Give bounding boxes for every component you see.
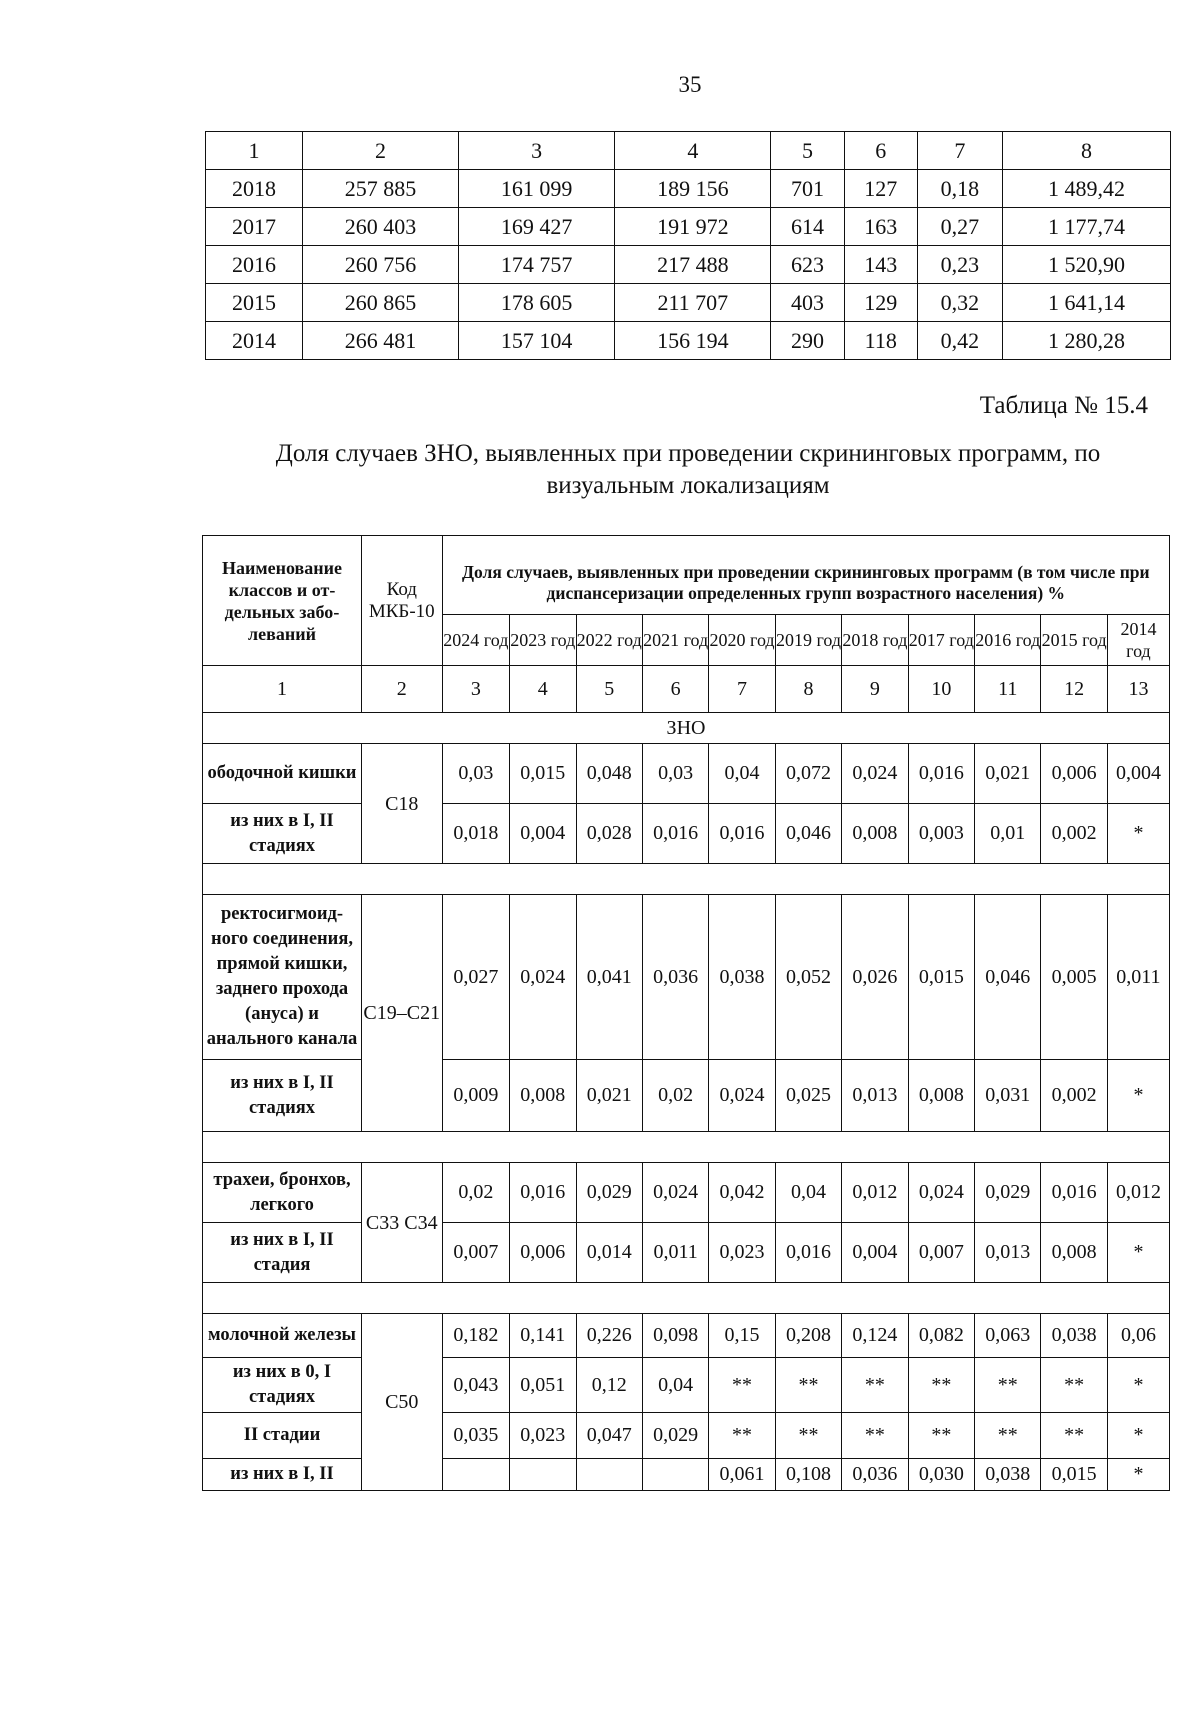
value-cell: ** (842, 1358, 908, 1413)
column-number: 8 (1002, 132, 1170, 170)
value-cell: 0,046 (975, 895, 1041, 1060)
value-cell: ** (908, 1413, 974, 1459)
column-number: 13 (1107, 666, 1169, 713)
year-header: 2017 год (908, 615, 974, 666)
table-cell: 257 885 (302, 170, 458, 208)
year-header: 2018 год (842, 615, 908, 666)
column-number: 9 (842, 666, 908, 713)
table-row (203, 1223, 1170, 1283)
table-row (206, 170, 1171, 208)
value-cell: 0,024 (510, 895, 576, 1060)
row-label: молочной железы (203, 1314, 362, 1358)
icd-code: C19–C21 (361, 895, 442, 1132)
row-label: из них в I, II стадиях (203, 1060, 362, 1132)
table-cell: 403 (771, 284, 844, 322)
value-cell: 0,038 (709, 895, 775, 1060)
table-row (203, 1163, 1170, 1223)
table-cell: 260 403 (302, 208, 458, 246)
value-cell: 0,015 (908, 895, 974, 1060)
row-label: ректосигмоидного соединения, прямой кишки, заднего прохода (ануса) и анального канала (203, 895, 362, 1060)
table-cell: 129 (844, 284, 917, 322)
table-cell: 260 756 (302, 246, 458, 284)
table-cell: 2017 (206, 208, 303, 246)
value-cell: ** (975, 1413, 1041, 1459)
table-row (203, 1358, 1170, 1413)
table-row (206, 208, 1171, 246)
spacer-row (203, 1132, 1170, 1163)
table-cell: 157 104 (459, 322, 615, 360)
value-cell: ** (975, 1358, 1041, 1413)
value-cell: * (1107, 1459, 1169, 1491)
value-cell: 0,002 (1041, 1060, 1107, 1132)
table-cell: 0,27 (917, 208, 1002, 246)
row-label: II стадии (203, 1413, 362, 1459)
table-title (205, 438, 1171, 502)
value-cell: 0,015 (1041, 1459, 1107, 1491)
value-cell: 0,004 (1107, 744, 1169, 804)
table-cell: 623 (771, 246, 844, 284)
row-label: ободочной кишки (203, 744, 362, 804)
table-cell: 2018 (206, 170, 303, 208)
column-number: 10 (908, 666, 974, 713)
value-cell: 0,016 (908, 744, 974, 804)
value-cell: 0,004 (510, 804, 576, 864)
table-row (203, 1314, 1170, 1358)
year-header: 2022 год (576, 615, 642, 666)
value-cell (442, 1459, 510, 1491)
value-cell (642, 1459, 708, 1491)
header-name: Наименование классов и отдельных заболеваний (203, 536, 362, 666)
value-cell: 0,036 (842, 1459, 908, 1491)
value-cell: 0,04 (709, 744, 775, 804)
year-header: 2015 год (1041, 615, 1107, 666)
year-header: 2014 год (1107, 615, 1169, 666)
value-cell: 0,024 (642, 1163, 708, 1223)
table-row (203, 1413, 1170, 1459)
value-cell: 0,108 (775, 1459, 841, 1491)
value-cell: 0,006 (510, 1223, 576, 1283)
value-cell: 0,042 (709, 1163, 775, 1223)
table-row (206, 246, 1171, 284)
value-cell: 0,005 (1041, 895, 1107, 1060)
column-number: 11 (975, 666, 1041, 713)
column-number: 12 (1041, 666, 1107, 713)
value-cell: 0,024 (908, 1163, 974, 1223)
value-cell: 0,007 (442, 1223, 510, 1283)
value-cell: 0,016 (709, 804, 775, 864)
row-label: из них в 0, I стадиях (203, 1358, 362, 1413)
value-cell: 0,016 (775, 1223, 841, 1283)
value-cell: 0,009 (442, 1060, 510, 1132)
row-label: трахеи, бронхов, легкого (203, 1163, 362, 1223)
value-cell: 0,06 (1107, 1314, 1169, 1358)
table-cell: 217 488 (615, 246, 771, 284)
value-cell: ** (1041, 1358, 1107, 1413)
value-cell: 0,051 (510, 1358, 576, 1413)
value-cell: 0,038 (975, 1459, 1041, 1491)
value-cell: 0,035 (442, 1413, 510, 1459)
spacer-row (203, 864, 1170, 895)
value-cell: ** (709, 1358, 775, 1413)
column-number: 1 (203, 666, 362, 713)
value-cell: 0,043 (442, 1358, 510, 1413)
value-cell: 0,048 (576, 744, 642, 804)
year-header: 2023 год (510, 615, 576, 666)
table-row (203, 895, 1170, 1060)
value-cell (510, 1459, 576, 1491)
value-cell: 0,024 (842, 744, 908, 804)
year-header: 2020 год (709, 615, 775, 666)
year-header: 2024 год (442, 615, 510, 666)
table-cell: 174 757 (459, 246, 615, 284)
table-cell: 118 (844, 322, 917, 360)
table-cell: 614 (771, 208, 844, 246)
value-cell: ** (1041, 1413, 1107, 1459)
value-cell: 0,082 (908, 1314, 974, 1358)
column-number: 8 (775, 666, 841, 713)
table-caption: Таблица № 15.4 (979, 392, 1148, 419)
value-cell: 0,011 (1107, 895, 1169, 1060)
table-row (206, 322, 1171, 360)
table-row (206, 284, 1171, 322)
table-row (203, 1060, 1170, 1132)
table-title-line-2: визуальным локализациям (546, 472, 830, 499)
value-cell: 0,018 (442, 804, 510, 864)
value-cell: 0,04 (775, 1163, 841, 1223)
icd-code: C18 (361, 744, 442, 864)
column-number: 7 (709, 666, 775, 713)
value-cell: 0,016 (1041, 1163, 1107, 1223)
table-cell: 211 707 (615, 284, 771, 322)
table-cell: 260 865 (302, 284, 458, 322)
table-cell: 156 194 (615, 322, 771, 360)
value-cell: ** (709, 1413, 775, 1459)
value-cell: 0,01 (975, 804, 1041, 864)
value-cell: 0,029 (642, 1413, 708, 1459)
column-number: 1 (206, 132, 303, 170)
table-row (203, 804, 1170, 864)
year-header: 2021 год (642, 615, 708, 666)
value-cell: 0,013 (842, 1060, 908, 1132)
table-row (203, 1459, 1170, 1491)
value-cell: 0,021 (576, 1060, 642, 1132)
header-group: Доля случаев, выявленных при проведении скрининговых программ (в том числе при диспансеризации определенных групп возрастного населения) % (442, 536, 1169, 615)
value-cell: 0,012 (842, 1163, 908, 1223)
value-cell: * (1107, 1223, 1169, 1283)
column-number: 2 (361, 666, 442, 713)
value-cell: ** (908, 1358, 974, 1413)
table-cell: 2015 (206, 284, 303, 322)
icd-code: C50 (361, 1314, 442, 1491)
value-cell: * (1107, 1413, 1169, 1459)
page-number: 35 (678, 72, 702, 97)
value-cell: 0,027 (442, 895, 510, 1060)
value-cell: 0,208 (775, 1314, 841, 1358)
value-cell: 0,061 (709, 1459, 775, 1491)
value-cell: 0,15 (709, 1314, 775, 1358)
value-cell: 0,063 (975, 1314, 1041, 1358)
value-cell: 0,002 (1041, 804, 1107, 864)
table-cell: 0,32 (917, 284, 1002, 322)
table-cell: 1 489,42 (1002, 170, 1170, 208)
value-cell: 0,072 (775, 744, 841, 804)
value-cell: 0,003 (908, 804, 974, 864)
table-cell: 1 177,74 (1002, 208, 1170, 246)
table-cell: 0,23 (917, 246, 1002, 284)
table-cell: 163 (844, 208, 917, 246)
table-cell: 127 (844, 170, 917, 208)
value-cell: 0,03 (442, 744, 510, 804)
table-cell: 701 (771, 170, 844, 208)
value-cell: 0,008 (842, 804, 908, 864)
table-cell: 161 099 (459, 170, 615, 208)
value-cell: 0,014 (576, 1223, 642, 1283)
table-cell: 1 641,14 (1002, 284, 1170, 322)
value-cell: 0,12 (576, 1358, 642, 1413)
value-cell: * (1107, 1060, 1169, 1132)
value-cell: 0,013 (975, 1223, 1041, 1283)
value-cell: 0,026 (842, 895, 908, 1060)
value-cell: 0,182 (442, 1314, 510, 1358)
value-cell: 0,03 (642, 744, 708, 804)
value-cell: 0,124 (842, 1314, 908, 1358)
column-number: 7 (917, 132, 1002, 170)
value-cell: * (1107, 1358, 1169, 1413)
spacer-row (203, 1283, 1170, 1314)
column-number: 5 (576, 666, 642, 713)
row-label: из них в I, II (203, 1459, 362, 1491)
table-cell: 1 520,90 (1002, 246, 1170, 284)
value-cell: 0,029 (576, 1163, 642, 1223)
continuation-table (205, 131, 1171, 360)
value-cell: 0,011 (642, 1223, 708, 1283)
table-cell: 178 605 (459, 284, 615, 322)
value-cell: 0,046 (775, 804, 841, 864)
value-cell: 0,008 (510, 1060, 576, 1132)
value-cell: 0,030 (908, 1459, 974, 1491)
value-cell: 0,015 (510, 744, 576, 804)
value-cell: 0,023 (510, 1413, 576, 1459)
value-cell: 0,036 (642, 895, 708, 1060)
value-cell: 0,029 (975, 1163, 1041, 1223)
column-number: 4 (615, 132, 771, 170)
value-cell: 0,023 (709, 1223, 775, 1283)
value-cell: 0,025 (775, 1060, 841, 1132)
table-cell: 143 (844, 246, 917, 284)
column-number: 4 (510, 666, 576, 713)
value-cell: 0,141 (510, 1314, 576, 1358)
table-header-row (206, 132, 1171, 170)
value-cell: ** (842, 1413, 908, 1459)
table-cell: 290 (771, 322, 844, 360)
value-cell: 0,02 (442, 1163, 510, 1223)
value-cell: 0,008 (1041, 1223, 1107, 1283)
table-cell: 1 280,28 (1002, 322, 1170, 360)
table-cell: 2014 (206, 322, 303, 360)
value-cell: 0,041 (576, 895, 642, 1060)
value-cell: 0,024 (709, 1060, 775, 1132)
value-cell: 0,008 (908, 1060, 974, 1132)
value-cell: 0,004 (842, 1223, 908, 1283)
icd-code: C33 C34 (361, 1163, 442, 1283)
value-cell: 0,028 (576, 804, 642, 864)
value-cell: 0,04 (642, 1358, 708, 1413)
column-number: 3 (459, 132, 615, 170)
value-cell: ** (775, 1358, 841, 1413)
year-header: 2016 год (975, 615, 1041, 666)
value-cell: 0,016 (510, 1163, 576, 1223)
table-row (203, 744, 1170, 804)
table-cell: 2016 (206, 246, 303, 284)
value-cell: * (1107, 804, 1169, 864)
value-cell: 0,006 (1041, 744, 1107, 804)
table-cell: 0,18 (917, 170, 1002, 208)
value-cell: 0,047 (576, 1413, 642, 1459)
table-cell: 191 972 (615, 208, 771, 246)
value-cell: 0,021 (975, 744, 1041, 804)
row-label: из них в I, II стадиях (203, 804, 362, 864)
column-number: 3 (442, 666, 510, 713)
value-cell: 0,098 (642, 1314, 708, 1358)
row-label: из них в I, II стадия (203, 1223, 362, 1283)
value-cell: 0,226 (576, 1314, 642, 1358)
value-cell: 0,016 (642, 804, 708, 864)
table-title-line-1: Доля случаев ЗНО, выявленных при проведении скрининговых программ, по (275, 440, 1101, 467)
column-number: 2 (302, 132, 458, 170)
column-number: 6 (642, 666, 708, 713)
value-cell: 0,031 (975, 1060, 1041, 1132)
value-cell: 0,052 (775, 895, 841, 1060)
screening-table (202, 535, 1170, 1491)
value-cell: 0,012 (1107, 1163, 1169, 1223)
table-cell: 169 427 (459, 208, 615, 246)
header-code: Код МКБ-10 (361, 536, 442, 666)
table-cell: 189 156 (615, 170, 771, 208)
year-header: 2019 год (775, 615, 841, 666)
value-cell: ** (775, 1413, 841, 1459)
value-cell: 0,007 (908, 1223, 974, 1283)
value-cell: 0,02 (642, 1060, 708, 1132)
value-cell (576, 1459, 642, 1491)
section-title: ЗНО (203, 713, 1170, 744)
column-number: 6 (844, 132, 917, 170)
table-cell: 266 481 (302, 322, 458, 360)
table-cell: 0,42 (917, 322, 1002, 360)
column-number: 5 (771, 132, 844, 170)
value-cell: 0,038 (1041, 1314, 1107, 1358)
